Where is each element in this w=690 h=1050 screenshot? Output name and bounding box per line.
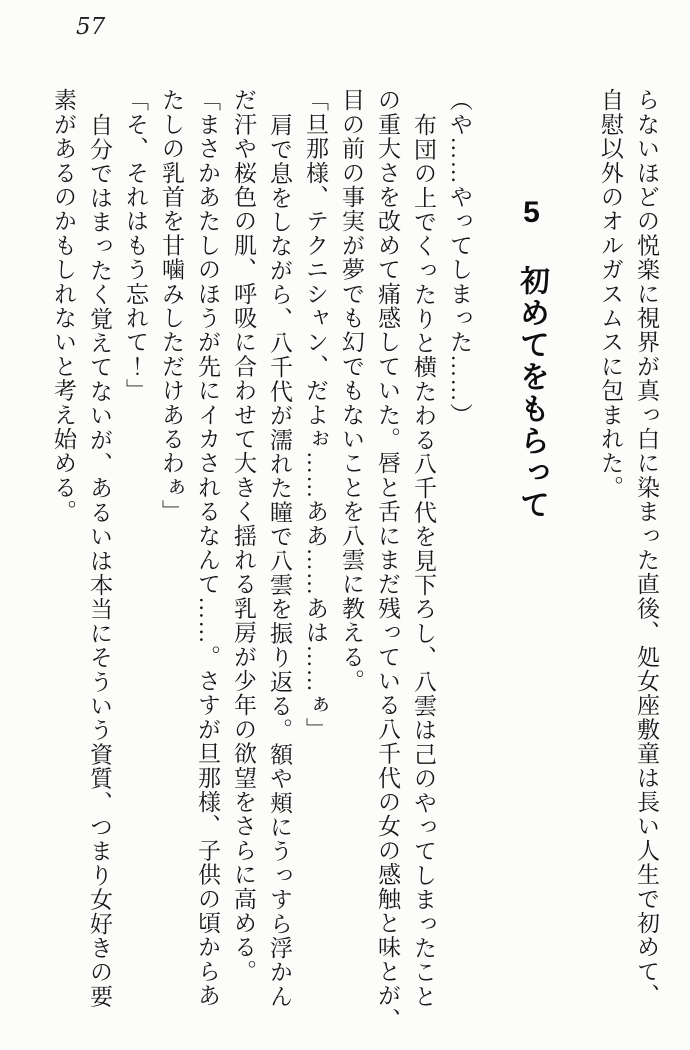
chapter-heading [510, 88, 552, 1046]
text-line: の重大さを改めて痛感していた。唇と舌にまだ残っている八千代の女の感触と味とが、 [375, 88, 400, 1032]
text-line: 「そ、それはもう忘れて！」 [123, 88, 148, 403]
text-line: 自分ではまったく覚えてないが、あるいは本当にそういう資質、つまり女好きの要 [87, 112, 112, 1008]
text-line: （や……やってしまった……） [447, 88, 472, 427]
text-line: らないほどの悦楽に視界が真っ白に染まった直後、処女座敷童は長い人生で初めて、 [634, 88, 659, 1008]
text-line: 肩で息をしながら、八千代が濡れた瞳で八雲を振り返る。額や頬にうっすら浮かん [267, 112, 292, 1008]
page-number: 57 [76, 14, 106, 40]
chapter-title: 初めてをもらって [515, 265, 548, 521]
text-line: 「まさかあたしのほうが先にイカされるなんて……。さすが旦那様、子供の頃からあ [195, 88, 220, 1008]
text-line: だ汗や桜色の肌、呼吸に合わせて大きく揺れる乳房が少年の欲望をさらに高める。 [231, 88, 256, 984]
text-line: 自慰以外のオルガスムスに包まれた。 [598, 88, 623, 500]
text-line: 布団の上でくったりと横たわる八千代を見下ろし、八雲は己のやってしまったこと [411, 112, 436, 1008]
text-line: 素があるのかもしれないと考え始める。 [51, 88, 76, 524]
chapter-number: 5 [515, 196, 548, 231]
text-line: たしの乳首を甘噛みしただけあるわぁ」 [159, 88, 184, 524]
text-line: 目の前の事実が夢でも幻でもないことを八雲に教える。 [339, 88, 364, 693]
text-line: 「旦那様、テクニシャン、だよぉ……ああ……あは……ぁ」 [303, 88, 328, 742]
vertical-text-block [45, 88, 664, 1046]
